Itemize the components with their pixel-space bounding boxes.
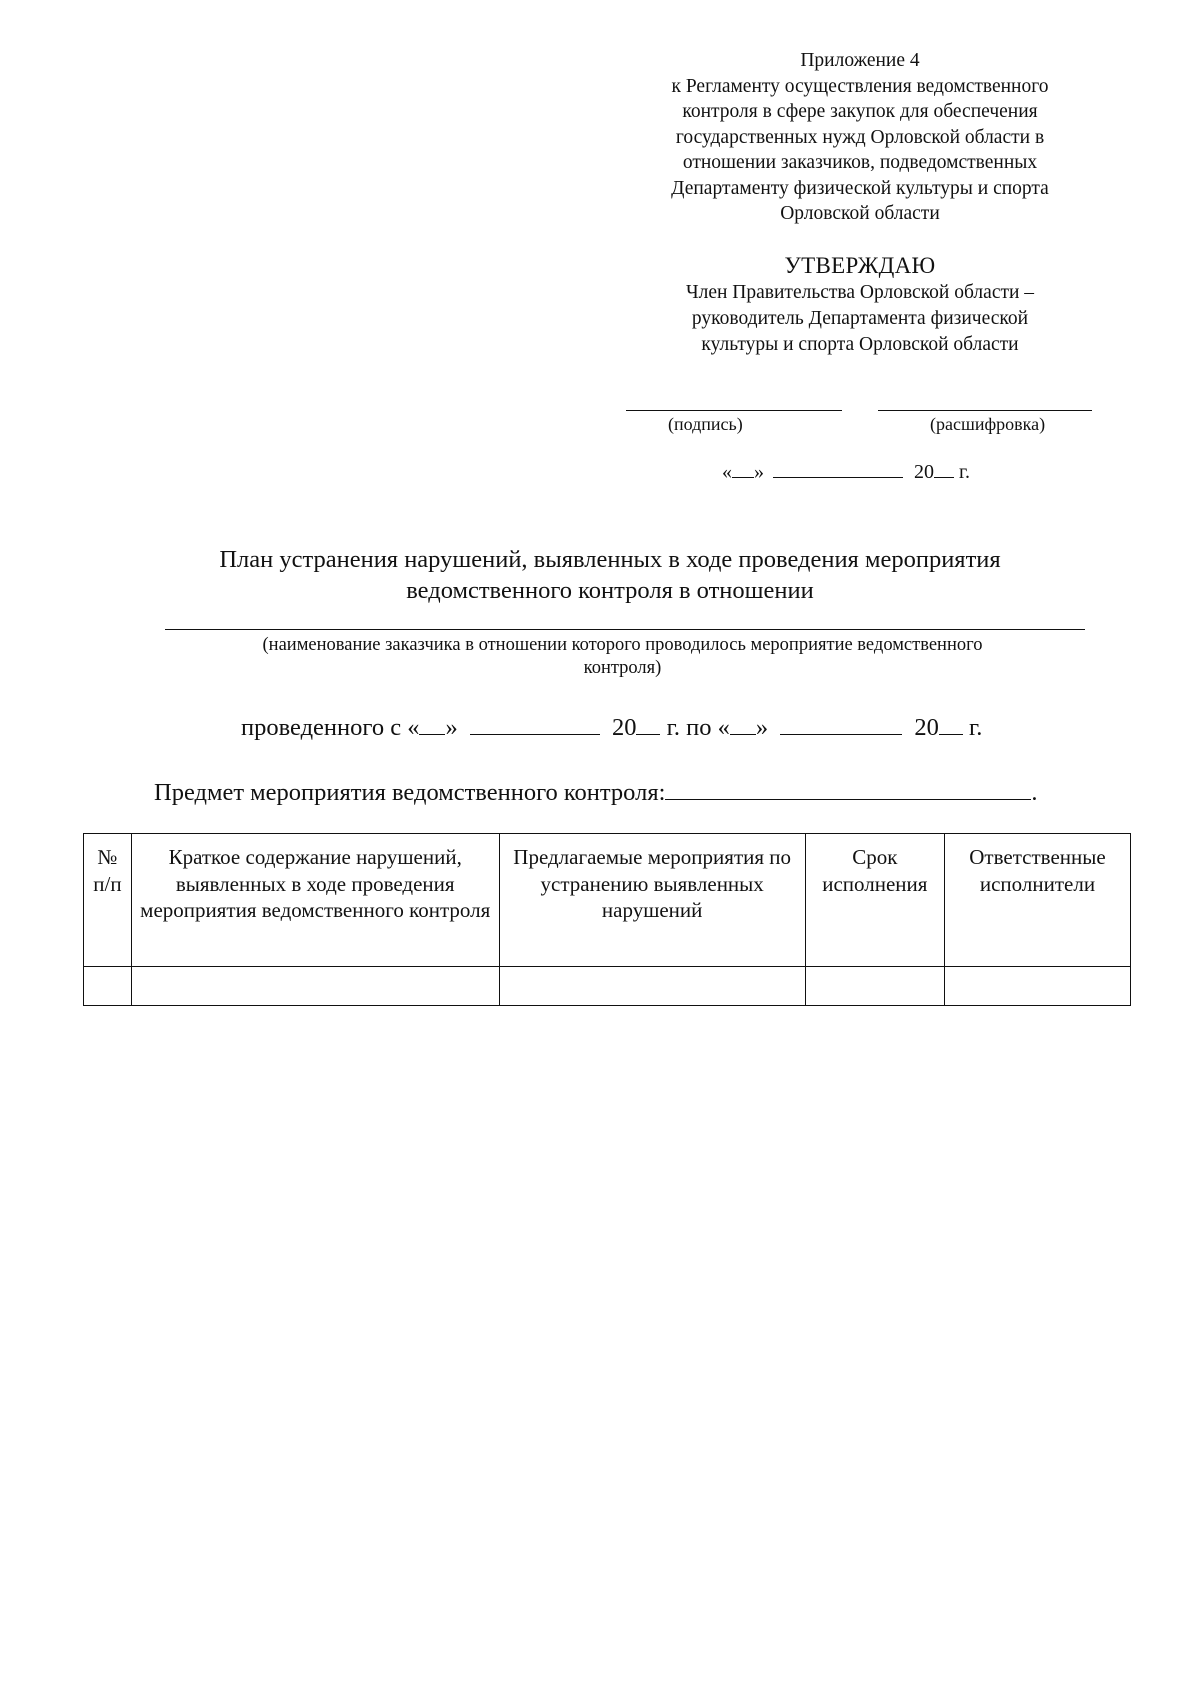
appendix-line: контроля в сфере закупок для обеспечения: [682, 101, 1038, 122]
appendix-line: Департаменту физической культуры и спорта: [671, 177, 1049, 199]
appendix-header: [600, 48, 1120, 227]
header-violation-content: Краткое содержание нарушений, выявленных в ходе проведения мероприятия ведомственного контроля: [131, 834, 499, 967]
customer-caption-line: контроля): [583, 658, 662, 678]
violations-plan-table: [83, 833, 1131, 1006]
cell-number[interactable]: [84, 967, 132, 1006]
plan-title-line: План устранения нарушений, выявленных в ходе проведения мероприятия: [219, 546, 1001, 573]
signature-line[interactable]: [626, 410, 842, 411]
table-header-row: [84, 834, 1131, 967]
customer-name-caption: [160, 634, 1085, 680]
cell-violation-content[interactable]: [131, 967, 499, 1006]
date-open-quote: «: [722, 461, 732, 483]
subject-end: .: [1031, 779, 1038, 806]
to-year-suffix: г.: [969, 714, 983, 741]
to-day-blank[interactable]: [730, 714, 756, 735]
appendix-line: к Регламенту осуществления ведомственного: [671, 75, 1049, 97]
cell-proposed-measures[interactable]: [499, 967, 805, 1006]
cell-deadline[interactable]: [805, 967, 944, 1006]
period-to-label: г. по «: [666, 714, 730, 741]
appendix-line: отношении заказчиков, подведомственных: [682, 152, 1038, 173]
customer-caption-line: (наименование заказчика в отношении которого проводилось мероприятие ведомственного: [262, 635, 983, 655]
approval-title: УТВЕРЖДАЮ: [784, 253, 936, 278]
to-year-prefix: 20: [914, 714, 939, 741]
table-row: [84, 967, 1131, 1006]
approver-position-line: культуры и спорта Орловской области: [701, 334, 1019, 355]
appendix-line: Орловской области: [780, 203, 940, 224]
signature-caption: (подпись): [668, 414, 743, 434]
from-day-blank[interactable]: [419, 714, 445, 735]
approver-position-line: Член Правительства Орловской области –: [685, 282, 1035, 303]
plan-title-line: ведомственного контроля в отношении: [406, 577, 814, 604]
cell-responsible[interactable]: [944, 967, 1130, 1006]
control-period: [241, 713, 982, 743]
from-year-prefix: 20: [611, 714, 637, 741]
header-deadline: Срок исполнения: [805, 834, 944, 967]
approval-date: [722, 460, 970, 484]
plan-title: [120, 544, 1100, 606]
appendix-line: государственных нужд Орловской области в: [675, 126, 1045, 148]
to-year-blank[interactable]: [939, 714, 963, 735]
year-suffix: г.: [959, 461, 970, 483]
subject-label: Предмет мероприятия ведомственного контроля:: [154, 779, 666, 806]
control-subject: [154, 778, 1038, 808]
decode-line[interactable]: [878, 410, 1092, 411]
from-year-blank[interactable]: [636, 714, 660, 735]
year-blank[interactable]: [934, 460, 954, 478]
header-responsible: Ответственные исполнители: [944, 834, 1130, 967]
approver-position-line: руководитель Департамента физической: [691, 308, 1029, 329]
subject-blank[interactable]: [665, 779, 1031, 800]
to-month-blank[interactable]: [780, 714, 902, 735]
from-month-blank[interactable]: [470, 714, 600, 735]
appendix-number: Приложение 4: [800, 50, 920, 71]
month-blank[interactable]: [773, 460, 903, 478]
approval-block: [600, 252, 1120, 358]
header-number: № п/п: [84, 834, 132, 967]
period-close-quote: »: [755, 714, 769, 741]
decode-caption: (расшифровка): [930, 414, 1046, 434]
customer-name-line[interactable]: [165, 629, 1085, 630]
header-proposed-measures: Предлагаемые мероприятия по устранению выявленных нарушений: [499, 834, 805, 967]
period-close-quote: »: [445, 714, 458, 741]
period-from-label: проведенного с «: [241, 714, 420, 741]
date-close-quote: »: [754, 461, 764, 483]
year-prefix: 20: [914, 461, 934, 483]
day-blank[interactable]: [732, 460, 754, 478]
